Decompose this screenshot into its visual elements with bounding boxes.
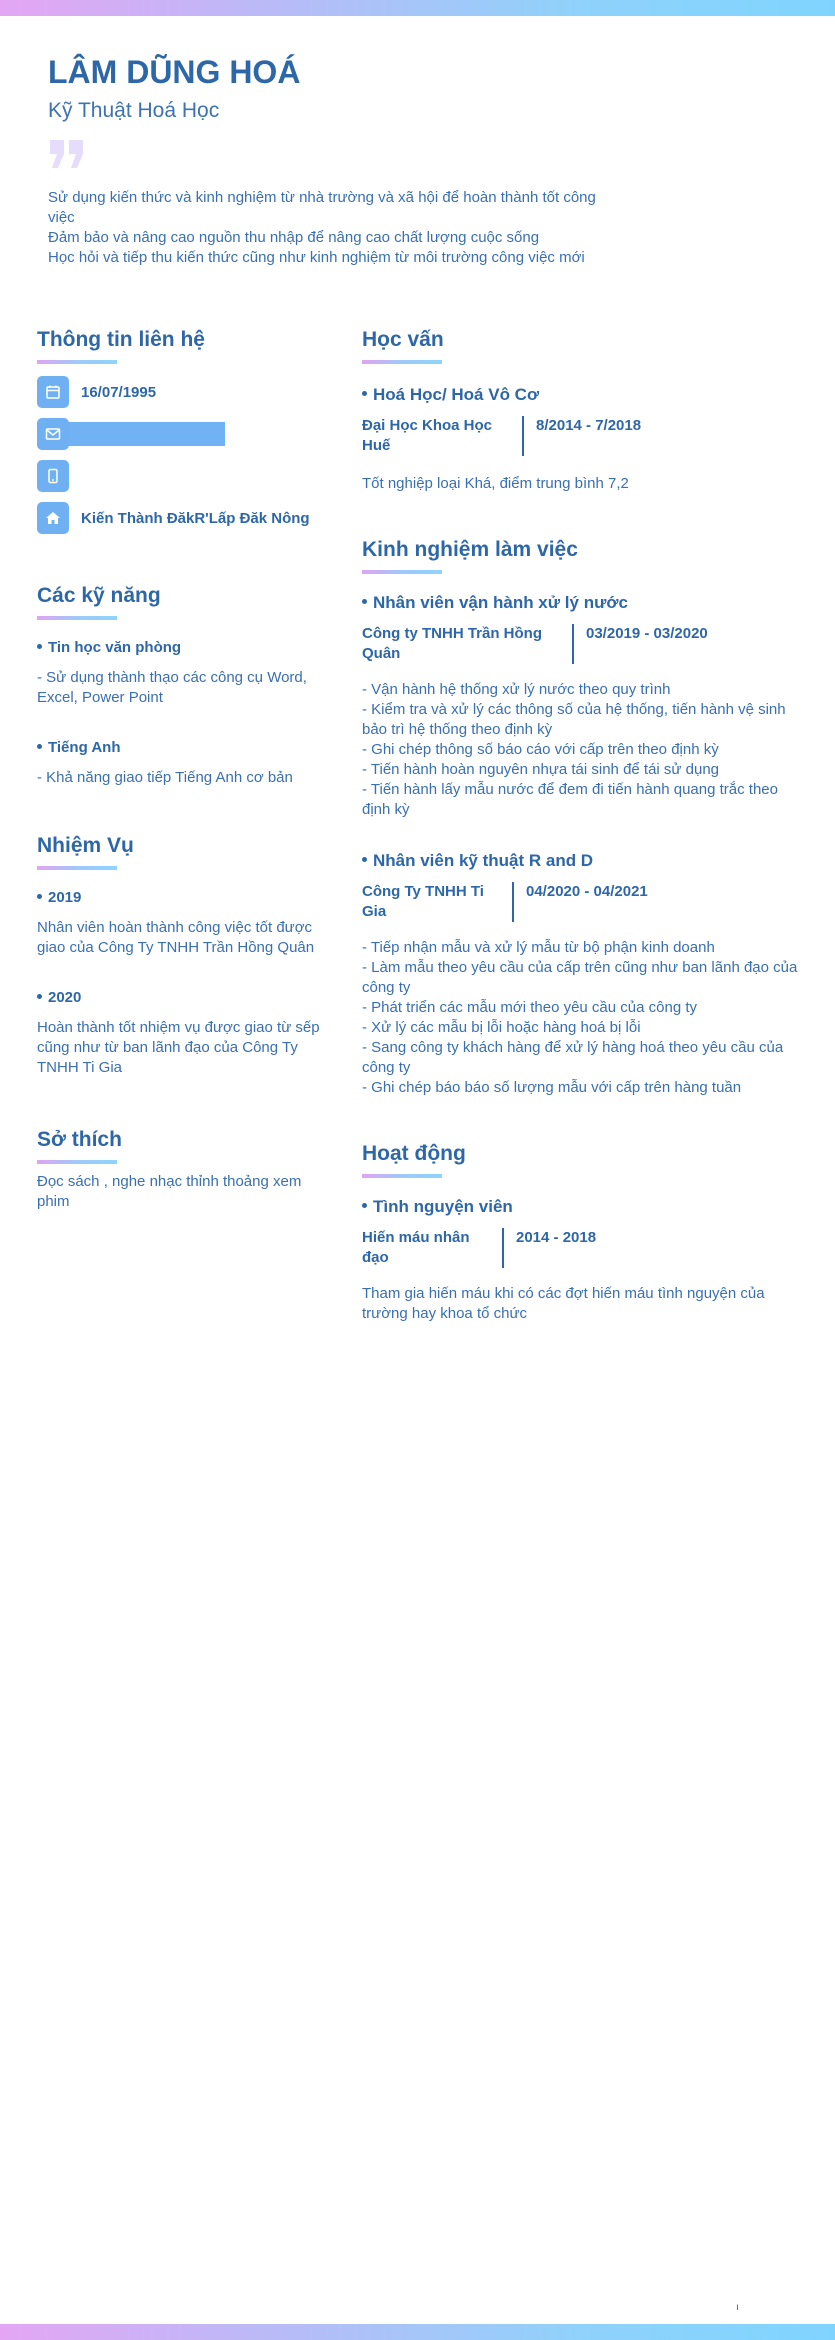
activity-org: Hiến máu nhân đạo: [362, 1229, 470, 1266]
skill-item: [37, 738, 327, 788]
experience-date: 04/2020 - 04/2021: [526, 883, 648, 900]
section-underline: [362, 1174, 442, 1178]
contact-address: [37, 502, 327, 534]
activity-item: [362, 1196, 802, 1324]
experience-position: [362, 850, 802, 872]
hobbies-desc: Đọc sách , nghe nhạc thỉnh thoảng xem phim: [37, 1173, 302, 1210]
section-underline: [37, 866, 117, 870]
task-year-text: 2020: [48, 989, 82, 1006]
activities-section: [362, 1140, 802, 1324]
left-column: [37, 326, 327, 1212]
experience-position-text: Nhân viên kỹ thuật R and D: [373, 851, 594, 870]
home-icon: [37, 502, 69, 534]
objective-line: Sử dụng kiến thức và kinh nghiệm từ nhà trường và xã hội để hoàn thành tốt công việc: [48, 189, 596, 226]
bottom-gradient-bar: [0, 2324, 835, 2340]
task-item: [37, 888, 327, 958]
skills-section: [37, 582, 327, 788]
task-desc: Hoàn thành tốt nhiệm vụ được giao từ sếp cũng như từ ban lãnh đạo của Công Ty TNHH Ti Gia: [37, 1019, 320, 1076]
education-major: [362, 384, 802, 406]
skill-name-text: Tiếng Anh: [48, 739, 121, 756]
detail-line: - Vận hành hệ thống xử lý nước theo quy trình: [362, 681, 671, 698]
activities-title: Hoạt động: [362, 1142, 466, 1165]
contact-birthday: [37, 376, 327, 408]
section-underline: [37, 360, 117, 364]
envelope-icon: [37, 418, 69, 450]
experience-meta: [362, 624, 802, 664]
job-title: Kỹ Thuật Hoá Học: [48, 99, 220, 122]
detail-line: - Tiến hành lấy mẫu nước để đem đi tiến hành quang trắc theo định kỳ: [362, 781, 778, 818]
experience-details: [362, 938, 802, 1098]
detail-line: - Làm mẫu theo yêu cầu của cấp trên cũng như ban lãnh đạo của công ty: [362, 959, 798, 996]
bullet-dot: [362, 857, 367, 862]
detail-line: - Tiến hành hoàn nguyên nhựa tái sinh để tái sử dụng: [362, 761, 720, 778]
education-major-text: Hoá Học/ Hoá Vô Cơ: [373, 385, 540, 404]
right-column: [362, 326, 802, 1324]
detail-line: - Sang công ty khách hàng để xử lý hàng hoá theo yêu cầu của công ty: [362, 1039, 784, 1076]
detail-line: - Ghi chép thông số báo cáo với cấp trên theo định kỳ: [362, 741, 719, 758]
contact-section: [37, 326, 327, 534]
contact-title: Thông tin liên hệ: [37, 328, 205, 351]
meta-separator: [502, 1228, 504, 1268]
skills-title: Các kỹ năng: [37, 584, 161, 607]
tasks-section: [37, 832, 327, 1078]
hobbies-title: Sở thích: [37, 1128, 122, 1151]
skill-name: [37, 738, 327, 758]
experience-meta: [362, 882, 802, 922]
skill-desc: - Khả năng giao tiếp Tiếng Anh cơ bản: [37, 769, 293, 786]
birthday-value: 16/07/1995: [81, 383, 157, 401]
activity-name-text: Tình nguyện viên: [373, 1197, 513, 1216]
bullet-dot: [362, 391, 367, 396]
task-year: [37, 988, 327, 1008]
bullet-dot: [37, 994, 42, 999]
cv-header: [48, 52, 608, 268]
activity-name: [362, 1196, 802, 1218]
experience-item: [362, 850, 802, 1098]
experience-position: [362, 592, 802, 614]
page-mark: ı: [736, 2302, 739, 2313]
experience-position-text: Nhân viên vận hành xử lý nước: [373, 593, 628, 612]
company-name: Công Ty TNHH Ti Gia: [362, 883, 484, 920]
bullet-dot: [37, 894, 42, 899]
section-underline: [37, 616, 117, 620]
objective-line: Học hỏi và tiếp thu kiến thức cũng như kinh nghiệm từ môi trường công việc mới: [48, 249, 585, 266]
skill-item: [37, 638, 327, 708]
experience-section: [362, 536, 802, 1098]
education-desc: Tốt nghiệp loại Khá, điểm trung bình 7,2: [362, 475, 629, 492]
education-title: Học vấn: [362, 328, 444, 351]
detail-line: - Xử lý các mẫu bị lỗi hoặc hàng hoá bị lỗi: [362, 1019, 641, 1036]
detail-line: - Kiểm tra và xử lý các thông số của hệ thống, tiến hành vệ sinh bảo trì hệ thống theo định kỳ: [362, 701, 786, 738]
phone-icon: [37, 460, 69, 492]
meta-separator: [522, 416, 524, 456]
section-underline: [362, 360, 442, 364]
activity-desc: Tham gia hiến máu khi có các đợt hiến máu tình nguyện của trường hay khoa tổ chức: [362, 1285, 765, 1322]
skill-desc: - Sử dụng thành thạo các công cụ Word, Excel, Power Point: [37, 669, 307, 706]
task-year-text: 2019: [48, 889, 82, 906]
task-year: [37, 888, 327, 908]
quote-icon: [48, 138, 608, 172]
career-objective: [48, 188, 608, 268]
detail-line: - Ghi chép báo báo số lượng mẫu với cấp trên hàng tuần: [362, 1079, 742, 1096]
education-meta: [362, 416, 802, 456]
company-name: Công ty TNHH Trần Hồng Quân: [362, 625, 542, 662]
detail-line: - Tiếp nhận mẫu và xử lý mẫu từ bộ phận kinh doanh: [362, 939, 715, 956]
top-gradient-bar: [0, 0, 835, 16]
bullet-dot: [362, 1203, 367, 1208]
education-item: [362, 384, 802, 494]
address-value: Kiến Thành ĐăkR'Lấp Đăk Nông: [81, 509, 310, 527]
contact-email: [37, 418, 327, 450]
school-name: Đại Học Khoa Học Huế: [362, 417, 493, 454]
task-desc: Nhân viên hoàn thành công việc tốt được giao của Công Ty TNHH Trần Hồng Quân: [37, 919, 315, 956]
experience-title: Kinh nghiệm làm việc: [362, 538, 578, 561]
section-underline: [37, 1160, 117, 1164]
activity-meta: [362, 1228, 802, 1268]
objective-line: Đảm bảo và nâng cao nguồn thu nhập để nâng cao chất lượng cuộc sống: [48, 229, 540, 246]
experience-item: [362, 592, 802, 820]
activity-date: 2014 - 2018: [516, 1229, 597, 1246]
bullet-dot: [37, 644, 42, 649]
section-underline: [362, 570, 442, 574]
experience-date: 03/2019 - 03/2020: [586, 625, 708, 642]
detail-line: - Phát triển các mẫu mới theo yêu cầu của công ty: [362, 999, 698, 1016]
education-date: 8/2014 - 7/2018: [536, 417, 642, 434]
contact-phone: [37, 460, 327, 492]
experience-details: [362, 680, 802, 820]
meta-separator: [512, 882, 514, 922]
skill-name-text: Tin học văn phòng: [48, 639, 182, 656]
tasks-title: Nhiệm Vụ: [37, 834, 134, 857]
candidate-name: LÂM DŨNG HOÁ: [48, 54, 301, 90]
meta-separator: [572, 624, 574, 664]
skill-name: [37, 638, 327, 658]
bullet-dot: [37, 744, 42, 749]
bullet-dot: [362, 599, 367, 604]
hobbies-section: [37, 1126, 327, 1212]
calendar-icon: [37, 376, 69, 408]
education-section: [362, 326, 802, 494]
task-item: [37, 988, 327, 1078]
email-redacted-field: [67, 422, 225, 446]
